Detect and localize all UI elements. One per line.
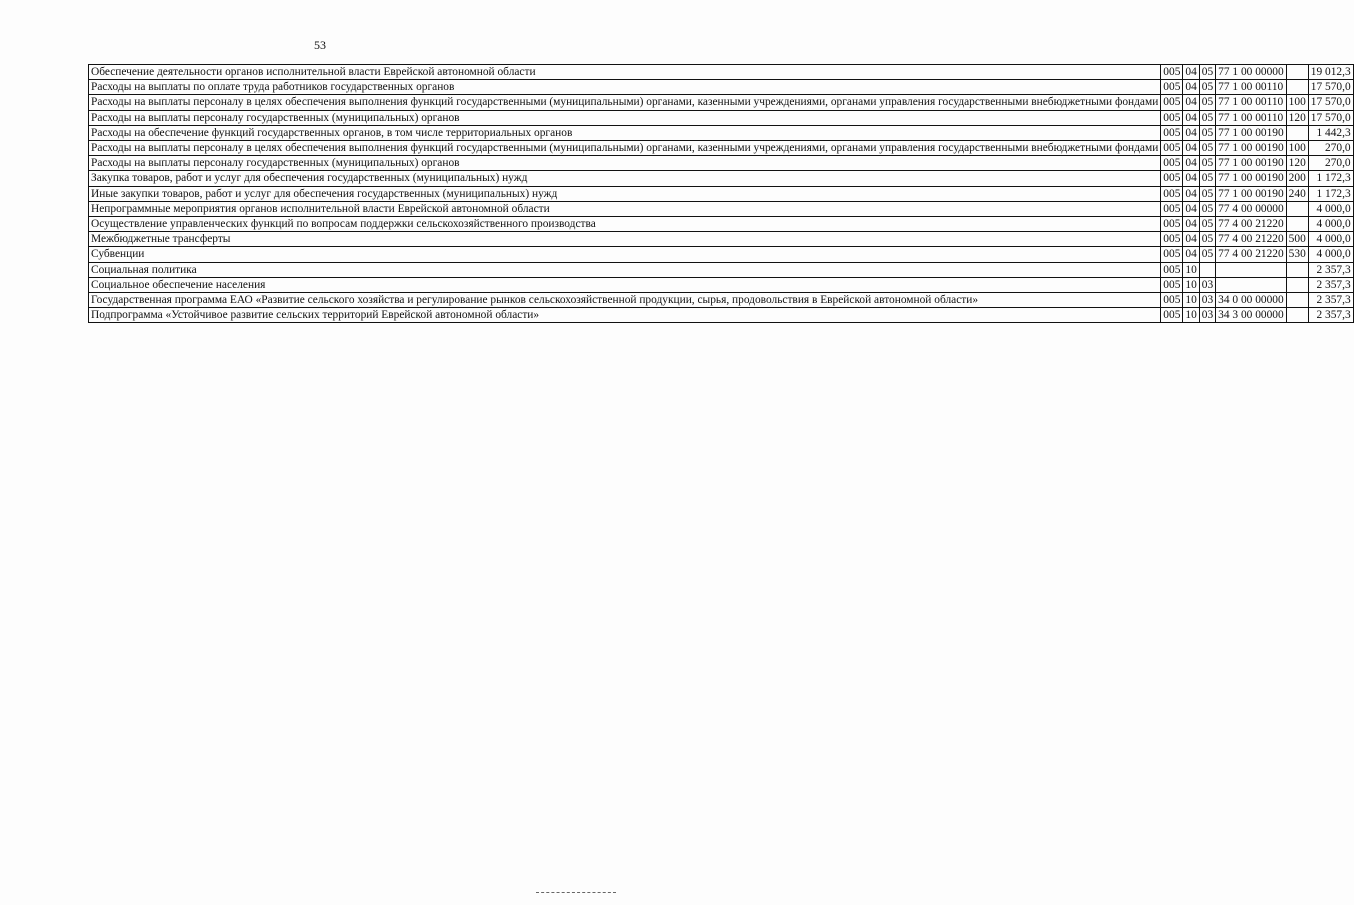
row-razdel: 04 <box>1185 126 1197 139</box>
row-target-article: 77 4 00 21220 <box>1218 218 1284 231</box>
row-glava-cell <box>1161 201 1183 216</box>
page-number: 53 <box>314 38 326 52</box>
row-name-cell <box>89 232 1161 247</box>
row-sum: 1 172,3 <box>1316 187 1351 200</box>
row-expense-type: 500 <box>1288 233 1306 246</box>
row-glava-cell <box>1161 247 1183 262</box>
table-row <box>89 308 1354 323</box>
row-razdel: 04 <box>1185 202 1197 215</box>
table-row <box>89 125 1354 140</box>
row-name: Осуществление управленческих функций по вопросам поддержки сельскохозяйственного производства <box>91 218 596 231</box>
row-podrazdel-cell <box>1199 293 1215 308</box>
row-target-article-cell <box>1216 110 1287 125</box>
row-name-cell <box>89 262 1161 277</box>
row-glava: 005 <box>1163 187 1181 200</box>
row-glava: 005 <box>1163 309 1181 322</box>
row-razdel: 04 <box>1185 142 1197 155</box>
row-glava: 005 <box>1163 248 1181 261</box>
table-row <box>89 141 1354 156</box>
row-name-cell <box>89 247 1161 262</box>
row-sum: 4 000,0 <box>1316 218 1351 231</box>
row-expense-type-cell <box>1286 125 1308 140</box>
row-name: Закупка товаров, работ и услуг для обеспечения государственных (муниципальных) нужд <box>91 172 528 185</box>
row-glava-cell <box>1161 156 1183 171</box>
row-podrazdel-cell <box>1199 308 1215 323</box>
row-sum-cell <box>1308 232 1353 247</box>
row-podrazdel-cell <box>1199 80 1215 95</box>
row-sum: 4 000,0 <box>1316 233 1351 246</box>
row-expense-type-cell <box>1286 232 1308 247</box>
row-glava: 005 <box>1163 172 1181 185</box>
row-glava: 005 <box>1163 111 1181 124</box>
row-expense-type-cell <box>1286 65 1308 80</box>
row-glava-cell <box>1161 80 1183 95</box>
row-glava: 005 <box>1163 218 1181 231</box>
row-target-article-cell <box>1216 125 1287 140</box>
row-razdel-cell <box>1183 171 1199 186</box>
row-podrazdel: 05 <box>1201 111 1214 124</box>
row-expense-type-cell <box>1286 247 1308 262</box>
table-row <box>89 65 1354 80</box>
row-razdel-cell <box>1183 262 1199 277</box>
row-podrazdel: 05 <box>1201 96 1214 109</box>
row-sum-cell <box>1308 201 1353 216</box>
row-glava: 005 <box>1163 233 1181 246</box>
row-razdel: 04 <box>1185 96 1197 109</box>
row-glava: 005 <box>1163 294 1181 307</box>
row-podrazdel: 05 <box>1201 66 1214 78</box>
row-sum: 270,0 <box>1325 142 1351 155</box>
table-row <box>89 95 1354 110</box>
row-name-cell <box>89 156 1161 171</box>
row-name-cell <box>89 277 1161 292</box>
row-sum: 4 000,0 <box>1316 248 1351 261</box>
row-razdel: 04 <box>1185 218 1197 231</box>
row-glava-cell <box>1161 217 1183 232</box>
row-sum: 2 357,3 <box>1316 309 1351 322</box>
row-sum-cell <box>1308 186 1353 201</box>
row-expense-type: 120 <box>1288 157 1306 170</box>
row-sum-cell <box>1308 156 1353 171</box>
budget-table <box>88 64 1354 323</box>
scan-artifact-line <box>536 892 616 893</box>
row-target-article-cell <box>1216 95 1287 110</box>
row-expense-type: 530 <box>1288 248 1306 261</box>
row-podrazdel-cell <box>1199 277 1215 292</box>
row-sum-cell <box>1308 277 1353 292</box>
row-glava-cell <box>1161 125 1183 140</box>
row-sum: 2 357,3 <box>1316 278 1351 291</box>
row-name-cell <box>89 217 1161 232</box>
row-target-article-cell <box>1216 201 1287 216</box>
row-podrazdel: 03 <box>1201 294 1214 307</box>
row-glava: 005 <box>1163 157 1181 170</box>
row-podrazdel-cell <box>1199 141 1215 156</box>
row-name-cell <box>89 95 1161 110</box>
row-target-article: 77 1 00 00190 <box>1218 142 1284 155</box>
row-sum-cell <box>1308 171 1353 186</box>
row-podrazdel: 05 <box>1201 157 1214 170</box>
row-razdel-cell <box>1183 277 1199 292</box>
row-podrazdel-cell <box>1199 232 1215 247</box>
row-name: Государственная программа ЕАО «Развитие сельского хозяйства и регулирование рынков сельскохозяйственной продукции, сырья, продовольствия в Еврейской автономной области» <box>91 294 979 307</box>
row-glava-cell <box>1161 277 1183 292</box>
row-expense-type-cell <box>1286 277 1308 292</box>
row-podrazdel: 05 <box>1201 172 1214 185</box>
row-sum: 17 570,0 <box>1310 81 1351 94</box>
row-razdel-cell <box>1183 247 1199 262</box>
row-target-article-cell <box>1216 308 1287 323</box>
row-target-article: 77 4 00 21220 <box>1218 233 1284 246</box>
row-target-article: 77 1 00 00190 <box>1218 126 1284 139</box>
row-target-article-cell <box>1216 217 1287 232</box>
row-name-cell <box>89 171 1161 186</box>
row-razdel-cell <box>1183 80 1199 95</box>
row-name: Расходы на выплаты персоналу государственных (муниципальных) органов <box>91 111 460 124</box>
row-name-cell <box>89 308 1161 323</box>
table-row <box>89 293 1354 308</box>
row-sum-cell <box>1308 217 1353 232</box>
row-expense-type-cell <box>1286 80 1308 95</box>
row-podrazdel: 03 <box>1201 309 1214 322</box>
row-razdel: 10 <box>1185 278 1197 291</box>
table-row <box>89 247 1354 262</box>
row-razdel: 10 <box>1185 263 1197 276</box>
table-row <box>89 277 1354 292</box>
row-sum: 2 357,3 <box>1316 263 1351 276</box>
row-sum-cell <box>1308 247 1353 262</box>
row-razdel: 04 <box>1185 81 1197 94</box>
table-row <box>89 110 1354 125</box>
row-name-cell <box>89 293 1161 308</box>
row-glava-cell <box>1161 232 1183 247</box>
row-podrazdel-cell <box>1199 201 1215 216</box>
row-razdel-cell <box>1183 201 1199 216</box>
row-sum: 17 570,0 <box>1310 96 1351 109</box>
row-expense-type: 100 <box>1288 96 1306 109</box>
row-expense-type: 200 <box>1288 172 1306 185</box>
row-sum: 2 357,3 <box>1316 294 1351 307</box>
row-target-article-cell <box>1216 262 1287 277</box>
row-expense-type-cell <box>1286 171 1308 186</box>
row-target-article-cell <box>1216 247 1287 262</box>
row-podrazdel: 05 <box>1201 126 1214 139</box>
row-target-article-cell <box>1216 156 1287 171</box>
row-name: Подпрограмма «Устойчивое развитие сельских территорий Еврейской автономной области» <box>91 309 540 322</box>
row-name-cell <box>89 201 1161 216</box>
row-target-article-cell <box>1216 65 1287 80</box>
row-target-article: 77 1 00 00190 <box>1218 157 1284 170</box>
row-podrazdel-cell <box>1199 95 1215 110</box>
row-expense-type-cell <box>1286 95 1308 110</box>
row-target-article-cell <box>1216 186 1287 201</box>
row-name: Расходы на выплаты персоналу государственных (муниципальных) органов <box>91 157 460 170</box>
row-podrazdel-cell <box>1199 217 1215 232</box>
row-name-cell <box>89 125 1161 140</box>
row-expense-type-cell <box>1286 141 1308 156</box>
table-row <box>89 232 1354 247</box>
row-podrazdel-cell <box>1199 65 1215 80</box>
row-name-cell <box>89 186 1161 201</box>
row-sum-cell <box>1308 95 1353 110</box>
row-sum: 270,0 <box>1325 157 1351 170</box>
row-name: Расходы на выплаты по оплате труда работников государственных органов <box>91 81 455 94</box>
table-row <box>89 217 1354 232</box>
row-name-cell <box>89 80 1161 95</box>
row-sum-cell <box>1308 293 1353 308</box>
row-sum-cell <box>1308 308 1353 323</box>
row-razdel-cell <box>1183 95 1199 110</box>
row-target-article: 77 1 00 00190 <box>1218 172 1284 185</box>
row-glava: 005 <box>1163 96 1181 109</box>
row-razdel: 04 <box>1185 111 1197 124</box>
row-expense-type: 240 <box>1288 187 1306 200</box>
row-target-article: 77 1 00 00110 <box>1218 81 1284 94</box>
row-podrazdel: 05 <box>1201 142 1214 155</box>
row-glava: 005 <box>1163 278 1181 291</box>
row-expense-type: 120 <box>1288 111 1306 124</box>
row-target-article: 77 1 00 00000 <box>1218 66 1284 78</box>
row-sum-cell <box>1308 110 1353 125</box>
row-podrazdel: 05 <box>1201 248 1214 261</box>
row-razdel-cell <box>1183 125 1199 140</box>
row-target-article: 77 4 00 21220 <box>1218 248 1284 261</box>
row-expense-type-cell <box>1286 293 1308 308</box>
row-target-article-cell <box>1216 141 1287 156</box>
row-glava: 005 <box>1163 81 1181 94</box>
row-sum: 19 012,3 <box>1310 66 1351 78</box>
row-podrazdel-cell <box>1199 186 1215 201</box>
row-name: Непрограммные мероприятия органов исполнительной власти Еврейской автономной области <box>91 202 550 215</box>
row-sum-cell <box>1308 125 1353 140</box>
row-name: Расходы на обеспечение функций государственных органов, в том числе территориальных органов <box>91 126 573 139</box>
row-glava: 005 <box>1163 126 1181 139</box>
row-expense-type-cell <box>1286 186 1308 201</box>
row-target-article: 77 4 00 00000 <box>1218 202 1284 215</box>
row-razdel-cell <box>1183 186 1199 201</box>
row-glava: 005 <box>1163 263 1181 276</box>
row-name: Межбюджетные трансферты <box>91 233 231 246</box>
row-podrazdel-cell <box>1199 171 1215 186</box>
row-razdel: 04 <box>1185 248 1197 261</box>
row-name: Обеспечение деятельности органов исполнительной власти Еврейской автономной области <box>91 66 536 78</box>
row-podrazdel: 05 <box>1201 202 1214 215</box>
row-name: Иные закупки товаров, работ и услуг для обеспечения государственных (муниципальных) нужд <box>91 187 558 200</box>
row-glava-cell <box>1161 186 1183 201</box>
row-razdel-cell <box>1183 217 1199 232</box>
row-expense-type-cell <box>1286 262 1308 277</box>
row-razdel-cell <box>1183 308 1199 323</box>
row-podrazdel: 05 <box>1201 233 1214 246</box>
row-glava-cell <box>1161 171 1183 186</box>
table-row <box>89 262 1354 277</box>
row-razdel: 04 <box>1185 66 1197 78</box>
row-podrazdel: 05 <box>1201 187 1214 200</box>
row-target-article: 34 0 00 00000 <box>1218 294 1284 307</box>
row-razdel-cell <box>1183 156 1199 171</box>
row-sum: 1 442,3 <box>1316 126 1351 139</box>
row-expense-type: 100 <box>1288 142 1306 155</box>
row-glava: 005 <box>1163 142 1181 155</box>
row-glava-cell <box>1161 110 1183 125</box>
row-podrazdel-cell <box>1199 262 1215 277</box>
row-sum: 4 000,0 <box>1316 202 1351 215</box>
row-podrazdel-cell <box>1199 125 1215 140</box>
row-razdel-cell <box>1183 110 1199 125</box>
row-glava-cell <box>1161 262 1183 277</box>
row-podrazdel: 05 <box>1201 218 1214 231</box>
row-sum-cell <box>1308 262 1353 277</box>
row-razdel: 04 <box>1185 172 1197 185</box>
row-glava: 005 <box>1163 66 1181 78</box>
row-expense-type-cell <box>1286 201 1308 216</box>
row-target-article-cell <box>1216 171 1287 186</box>
row-glava: 005 <box>1163 202 1181 215</box>
row-glava-cell <box>1161 308 1183 323</box>
row-target-article-cell <box>1216 277 1287 292</box>
row-name-cell <box>89 65 1161 80</box>
row-sum: 17 570,0 <box>1310 111 1351 124</box>
row-razdel: 04 <box>1185 157 1197 170</box>
row-razdel: 04 <box>1185 233 1197 246</box>
row-razdel-cell <box>1183 232 1199 247</box>
row-glava-cell <box>1161 65 1183 80</box>
row-razdel: 04 <box>1185 187 1197 200</box>
row-expense-type-cell <box>1286 217 1308 232</box>
row-name-cell <box>89 141 1161 156</box>
row-razdel: 10 <box>1185 294 1197 307</box>
row-podrazdel-cell <box>1199 247 1215 262</box>
table-row <box>89 201 1354 216</box>
row-glava-cell <box>1161 293 1183 308</box>
table-row <box>89 80 1354 95</box>
row-name: Расходы на выплаты персоналу в целях обеспечения выполнения функций государственными (муниципальными) органами, казенными учреждениями, органами управления государственными внебюджетными фондами <box>91 96 1159 109</box>
row-sum-cell <box>1308 65 1353 80</box>
row-expense-type-cell <box>1286 110 1308 125</box>
row-podrazdel: 03 <box>1201 278 1214 291</box>
row-podrazdel-cell <box>1199 156 1215 171</box>
row-sum-cell <box>1308 141 1353 156</box>
row-target-article-cell <box>1216 80 1287 95</box>
row-target-article-cell <box>1216 232 1287 247</box>
row-razdel-cell <box>1183 141 1199 156</box>
row-name: Социальное обеспечение населения <box>91 278 266 291</box>
row-razdel-cell <box>1183 293 1199 308</box>
row-expense-type-cell <box>1286 308 1308 323</box>
row-name: Социальная политика <box>91 263 197 276</box>
budget-table-body <box>89 65 1354 323</box>
row-podrazdel: 05 <box>1201 81 1214 94</box>
row-target-article: 77 1 00 00110 <box>1218 96 1284 109</box>
row-target-article: 77 1 00 00190 <box>1218 187 1284 200</box>
row-name: Субвенции <box>91 248 145 261</box>
row-name: Расходы на выплаты персоналу в целях обеспечения выполнения функций государственными (муниципальными) органами, казенными учреждениями, органами управления государственными внебюджетными фондами <box>91 142 1159 155</box>
row-target-article: 34 3 00 00000 <box>1218 309 1284 322</box>
row-expense-type-cell <box>1286 156 1308 171</box>
row-podrazdel-cell <box>1199 110 1215 125</box>
table-row <box>89 186 1354 201</box>
row-razdel-cell <box>1183 65 1199 80</box>
row-razdel: 10 <box>1185 309 1197 322</box>
row-name-cell <box>89 110 1161 125</box>
row-glava-cell <box>1161 95 1183 110</box>
row-target-article-cell <box>1216 293 1287 308</box>
table-row <box>89 171 1354 186</box>
row-sum-cell <box>1308 80 1353 95</box>
table-row <box>89 156 1354 171</box>
row-target-article: 77 1 00 00110 <box>1218 111 1284 124</box>
row-sum: 1 172,3 <box>1316 172 1351 185</box>
row-glava-cell <box>1161 141 1183 156</box>
